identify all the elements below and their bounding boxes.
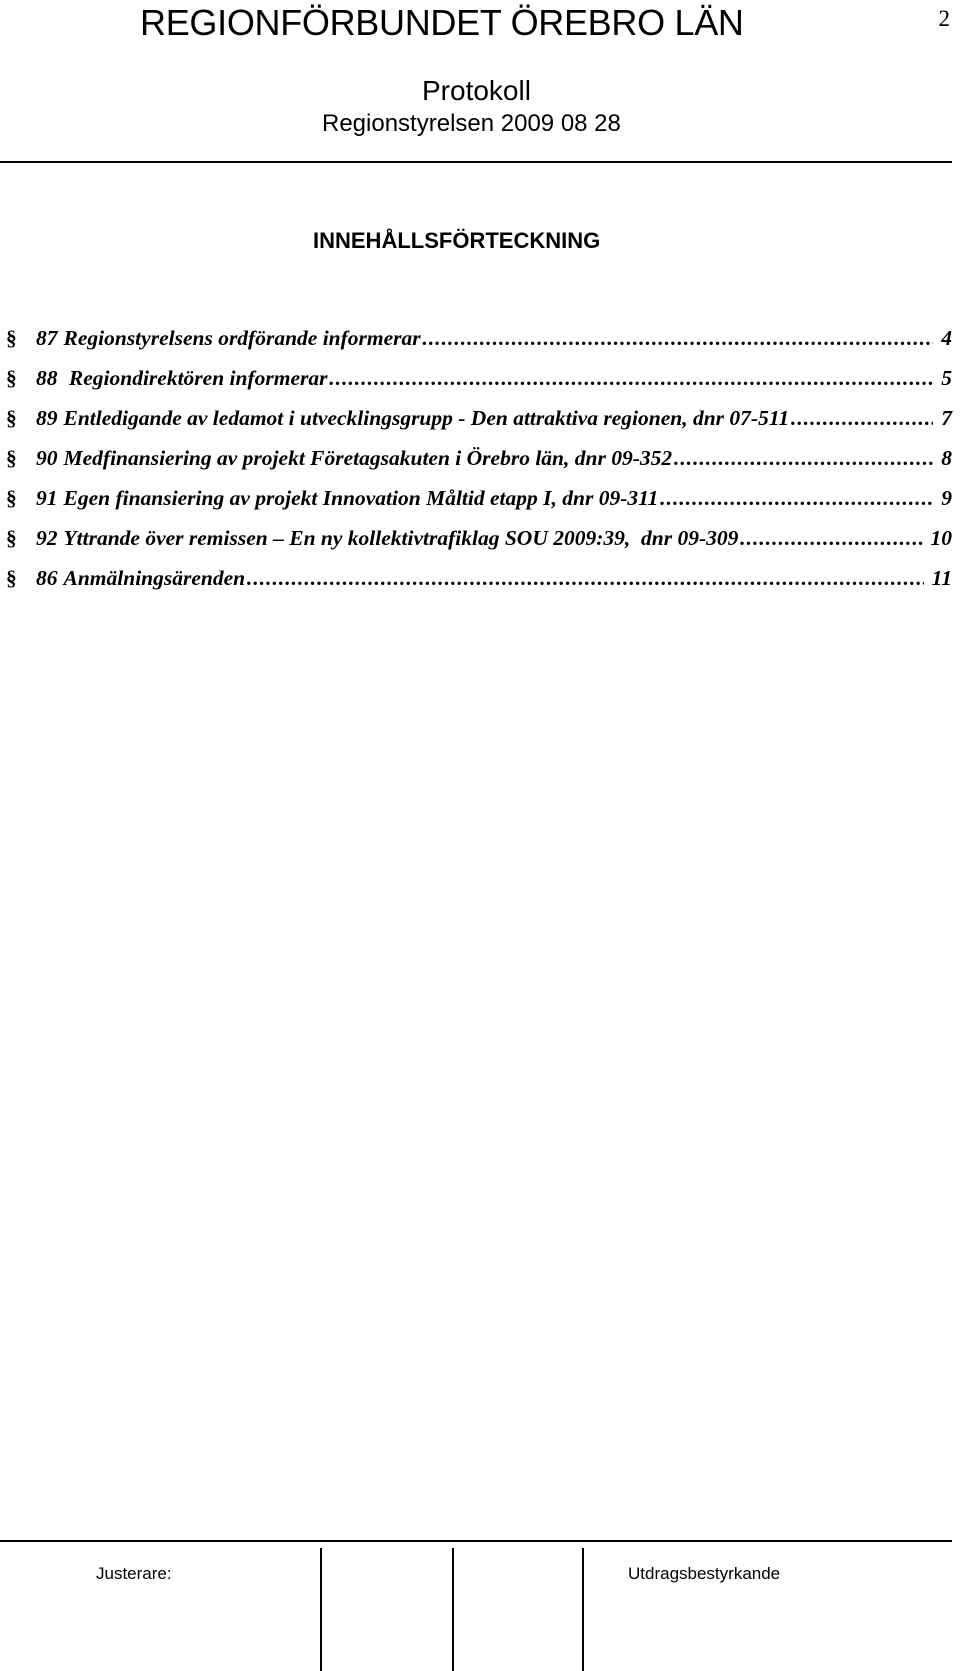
utdragsbestyrkande-label: Utdragsbestyrkande xyxy=(628,1564,781,1583)
toc-entry-page: 8 xyxy=(941,446,952,470)
toc-entry-title: Egen finansiering av projekt Innovation Måltid etapp I, dnr 09-311 xyxy=(63,486,659,510)
section-symbol: § xyxy=(6,446,17,470)
toc-entry-title: Yttrande över remissen – En ny kollektivtrafiklag SOU 2009:39, dnr 09-309 xyxy=(63,526,739,550)
signature-box-divider xyxy=(320,1548,322,1671)
toc-entry-title: Regionstyrelsens ordförande informerar xyxy=(63,326,421,350)
section-symbol: § xyxy=(6,486,17,510)
section-symbol: § xyxy=(6,406,17,430)
toc-entry-title: Entledigande av ledamot i utvecklingsgrupp - Den attraktiva regionen, dnr 07-511 xyxy=(63,406,790,430)
toc-title: INNEHÅLLSFÖRTECKNING xyxy=(313,228,601,253)
toc-entry-number: 86 xyxy=(36,566,58,590)
dot-leader xyxy=(422,326,934,351)
organization-name: REGIONFÖRBUNDET ÖREBRO LÄN xyxy=(140,2,744,43)
section-symbol: § xyxy=(6,566,17,590)
table-of-contents xyxy=(6,326,952,606)
dot-leader xyxy=(790,406,933,431)
section-symbol: § xyxy=(6,366,17,390)
toc-entry-page: 9 xyxy=(941,486,952,510)
toc-entry[interactable] xyxy=(6,526,952,566)
toc-entry-page: 11 xyxy=(931,566,952,590)
section-symbol: § xyxy=(6,326,17,350)
toc-entry-number: 88 xyxy=(36,366,58,390)
toc-entry-title: Medfinansiering av projekt Företagsakuten i Örebro län, dnr 09-352 xyxy=(63,446,673,470)
justerare-label: Justerare: xyxy=(96,1564,172,1583)
toc-entry[interactable] xyxy=(6,366,952,406)
toc-entry[interactable] xyxy=(6,406,952,446)
footer-divider xyxy=(0,1540,952,1542)
toc-entry[interactable] xyxy=(6,326,952,366)
dot-leader xyxy=(673,446,933,471)
dot-leader xyxy=(739,526,922,551)
section-symbol: § xyxy=(6,526,17,550)
dot-leader xyxy=(659,486,933,511)
signature-box-divider xyxy=(452,1548,454,1671)
toc-entry-page: 4 xyxy=(941,326,952,350)
toc-entry-number: 91 xyxy=(36,486,58,510)
toc-entry-number: 92 xyxy=(36,526,58,550)
toc-entry-number: 90 xyxy=(36,446,58,470)
header-divider xyxy=(0,161,952,163)
toc-entry-title: Anmälningsärenden xyxy=(63,566,246,590)
dot-leader xyxy=(246,566,924,591)
toc-entry-number: 89 xyxy=(36,406,58,430)
toc-entry-number: 87 xyxy=(36,326,58,350)
document-type: Protokoll xyxy=(422,75,531,106)
toc-entry[interactable] xyxy=(6,446,952,486)
meeting-title: Regionstyrelsen 2009 08 28 xyxy=(322,110,621,137)
toc-entry-page: 10 xyxy=(930,526,952,550)
toc-entry-page: 7 xyxy=(941,406,952,430)
toc-entry[interactable] xyxy=(6,566,952,606)
toc-entry[interactable] xyxy=(6,486,952,526)
toc-entry-page: 5 xyxy=(941,366,952,390)
page-number: 2 xyxy=(938,6,950,31)
toc-entry-title: Regiondirektören informerar xyxy=(63,366,328,390)
signature-box-divider xyxy=(582,1548,584,1671)
dot-leader xyxy=(329,366,934,391)
